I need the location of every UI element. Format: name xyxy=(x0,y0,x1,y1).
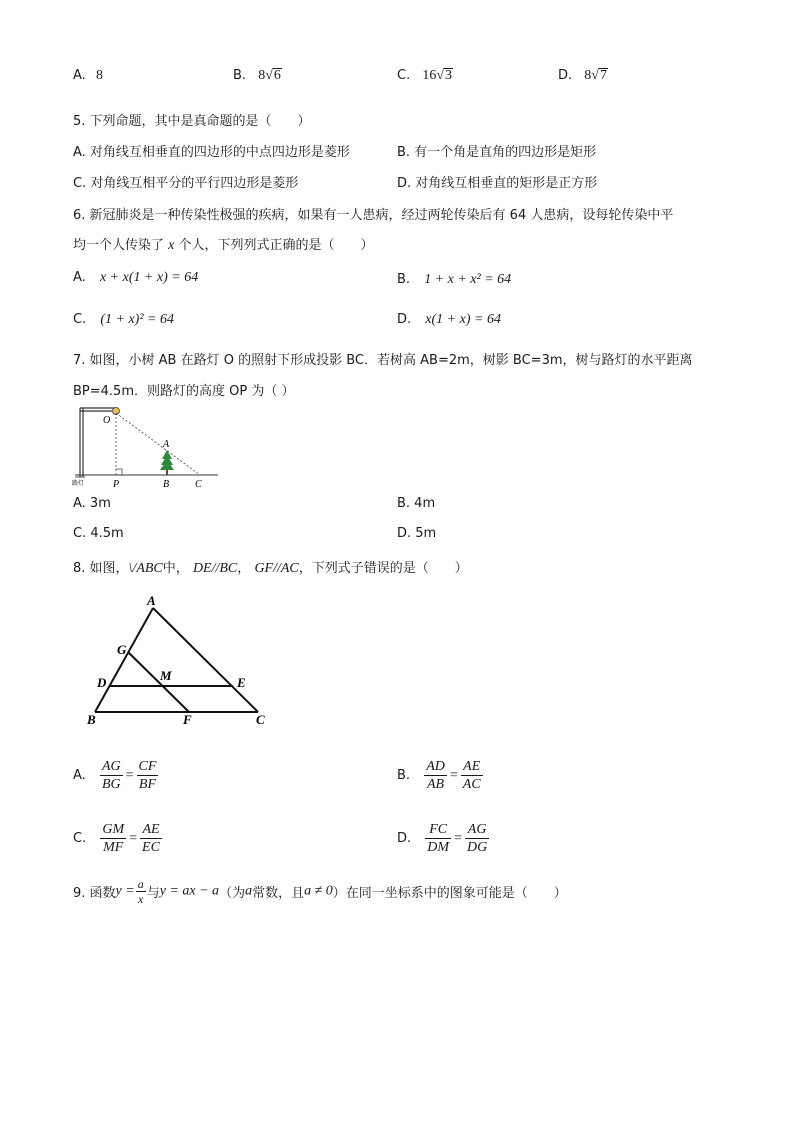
q6-stem-post: 个人，下列列式正确的是（ ） xyxy=(178,238,374,253)
q4-d-radicand: 7 xyxy=(599,68,607,83)
fig8-label-g: G xyxy=(117,642,127,657)
q4-d-coef: 8 xyxy=(584,68,592,83)
q9-cond-mid: 常数，且 xyxy=(252,886,305,901)
q8-stem-post: ，下列式子错误的是（ ） xyxy=(298,561,468,576)
q6-b-label: B. xyxy=(397,272,411,287)
q9-f1-lhs: y = xyxy=(115,883,135,899)
q6-option-c[interactable] xyxy=(73,312,174,328)
q7-option-d[interactable]: D. 5m xyxy=(397,526,437,541)
q8-stem xyxy=(73,557,468,577)
fig7-label-c: C xyxy=(195,479,202,489)
fig8-label-a: A xyxy=(147,593,156,608)
q7-stem-line1: 7. 如图，小树 AB 在路灯 O 的照射下形成投影 BC．若树高 AB=2m，树影 BC=3m，树与路灯的水平距离 xyxy=(73,353,693,368)
q4-c-radicand: 3 xyxy=(445,68,453,83)
q6-b-expr: 1 + x + x² = 64 xyxy=(424,272,512,287)
q7-option-c[interactable]: C. 4.5m xyxy=(73,526,124,541)
q5-stem: 5. 下列命题，其中是真命题的是（ ） xyxy=(73,114,311,129)
q8-option-c[interactable]: C. $\frac{GM}{MF}$ = $\frac{AE}{EC}$ xyxy=(73,822,160,855)
q4-option-b[interactable]: B. 8√6 xyxy=(233,68,281,83)
fig7-label-a: A xyxy=(163,439,170,450)
q8-b-frac1: $\frac{AD}{AB}$ xyxy=(426,759,445,792)
q8-d-frac2: $\frac{AG}{DG}$ xyxy=(466,822,488,855)
q9-f1-frac: $\frac{a}{x}$ xyxy=(137,877,144,906)
q9-stem xyxy=(73,877,567,906)
q6-option-b[interactable] xyxy=(397,272,511,288)
q8-c-label: C. xyxy=(73,831,87,846)
q9-cond-a: a xyxy=(245,883,253,899)
q6-option-a[interactable] xyxy=(73,270,198,286)
q8-stem-mid: 中， xyxy=(162,561,189,576)
fig8-label-f: F xyxy=(183,712,192,727)
fig8-label-c: C xyxy=(256,712,265,727)
q8-option-b[interactable]: B. $\frac{AD}{AB}$ = $\frac{AE}{AC}$ xyxy=(397,759,481,792)
q4-c-coef: 16 xyxy=(422,68,437,83)
q8-stem-cond1: DE//BC xyxy=(192,561,238,576)
q8-c-frac1: $\frac{GM}{MF}$ xyxy=(102,822,125,855)
q5-option-a[interactable]: A. 对角线互相垂直的四边形的中点四边形是菱形 xyxy=(73,145,350,160)
q8-a-frac1: $\frac{AG}{BG}$ xyxy=(101,759,121,792)
fig8-label-e: E xyxy=(237,675,246,690)
fig7-label-b: B xyxy=(163,479,170,489)
fig7-label-p: P xyxy=(113,479,120,489)
q8-option-d[interactable]: D. $\frac{FC}{DM}$ = $\frac{AG}{DG}$ xyxy=(397,822,488,855)
fig8-label-b: B xyxy=(87,712,96,727)
q5-option-b[interactable]: B. 有一个角是直角的四边形是矩形 xyxy=(397,145,597,160)
q6-c-label: C. xyxy=(73,312,87,327)
q9-mid: 与 xyxy=(146,886,160,901)
q9-pre: 9. 函数 xyxy=(73,886,116,901)
fig7-label-lamp: 路灯 xyxy=(72,480,85,487)
fig7-label-o: O xyxy=(103,415,111,426)
q6-stem-line2 xyxy=(73,234,374,254)
q4-b-radicand: 6 xyxy=(273,68,281,83)
q9-cond-pre: （为 xyxy=(219,886,246,901)
q8-b-frac2: $\frac{AE}{AC}$ xyxy=(462,759,481,792)
q8-b-label: B. xyxy=(397,768,411,783)
q4-a-value: 8 xyxy=(95,68,103,83)
q8-c-frac2: $\frac{AE}{EC}$ xyxy=(142,822,160,855)
q9-cond-neq: a ≠ 0 xyxy=(304,883,333,899)
q4-a-label: A. xyxy=(73,68,86,83)
fig8-label-m: M xyxy=(160,668,172,683)
q6-stem-pre: 均一个人传染了 xyxy=(73,238,165,253)
q5-option-c[interactable]: C. 对角线互相平分的平行四边形是菱形 xyxy=(73,176,299,191)
q4-option-c[interactable]: C. 16√3 xyxy=(397,68,453,83)
q8-stem-cond2: GF//AC xyxy=(254,561,299,576)
q9-post: ）在同一坐标系中的图象可能是（ ） xyxy=(332,886,567,901)
q8-d-label: D. xyxy=(397,831,412,846)
q7-option-a[interactable]: A. 3m xyxy=(73,496,111,511)
q8-stem-triangle: \/ABC xyxy=(128,561,163,576)
q4-b-coef: 8 xyxy=(258,68,266,83)
q4-option-a[interactable] xyxy=(73,68,103,84)
q8-a-frac2: $\frac{CF}{BF}$ xyxy=(138,759,157,792)
q8-option-a[interactable]: A. $\frac{AG}{BG}$ = $\frac{CF}{BF}$ xyxy=(73,759,157,792)
q8-a-label: A. xyxy=(73,768,86,783)
q8-d-frac1: $\frac{FC}{DM}$ xyxy=(427,822,450,855)
q6-stem-var: x xyxy=(168,238,175,253)
q8-stem-sep: ， xyxy=(237,561,251,576)
q6-d-label: D. xyxy=(397,312,412,327)
q6-stem-line1: 6. 新冠肺炎是一种传染性极强的疾病，如果有一人患病，经过两轮传染后有 64 人患病，设每轮传染中平 xyxy=(73,208,674,223)
q8-stem-pre: 8. 如图， xyxy=(73,561,129,576)
q7-option-b[interactable]: B. 4m xyxy=(397,496,436,511)
q6-c-expr: (1 + x)² = 64 xyxy=(100,312,174,327)
q6-a-expr: x + x(1 + x) = 64 xyxy=(99,270,199,285)
triangle-figure xyxy=(80,590,280,730)
q6-option-d[interactable] xyxy=(397,312,501,328)
q6-d-expr: x(1 + x) = 64 xyxy=(425,312,501,327)
q4-option-d[interactable]: D. 8√7 xyxy=(558,68,607,83)
q7-stem-line2: BP=4.5m．则路灯的高度 OP 为（ ） xyxy=(73,384,295,399)
q5-option-d[interactable]: D. 对角线互相垂直的矩形是正方形 xyxy=(397,176,598,191)
fig8-label-d: D xyxy=(97,675,107,690)
q4-b-label: B. xyxy=(233,68,247,83)
streetlight-figure xyxy=(70,403,220,489)
q4-d-label: D. xyxy=(558,68,573,83)
tree-icon xyxy=(160,450,174,475)
q9-f2: y = ax − a xyxy=(159,883,220,899)
q4-c-label: C. xyxy=(397,68,411,83)
q6-a-label: A. xyxy=(73,270,86,285)
